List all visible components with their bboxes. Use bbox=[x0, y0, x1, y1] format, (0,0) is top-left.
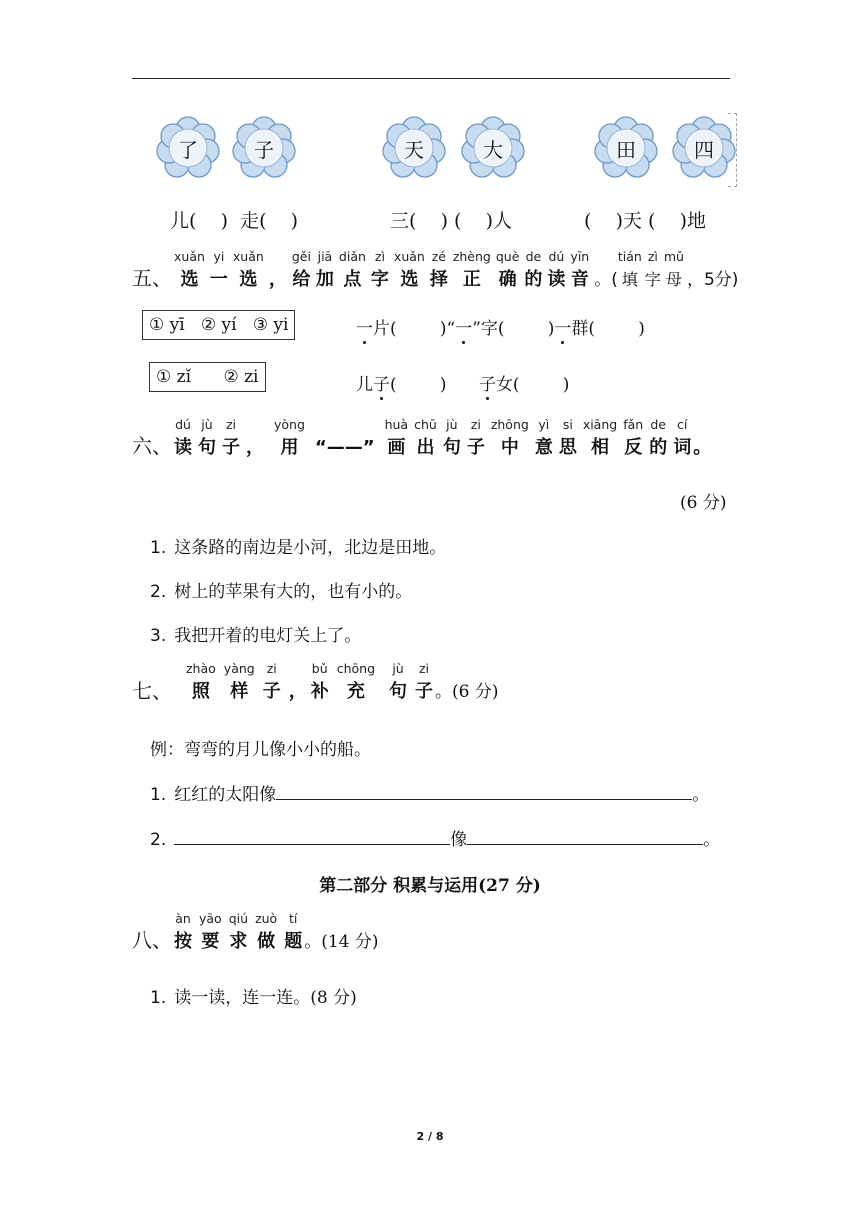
hanzi-text: 相 bbox=[591, 437, 609, 458]
pinyin-text: yāo bbox=[199, 911, 222, 926]
pinyin-char-cell bbox=[315, 416, 375, 460]
pinyin-options-box-1: ① yī ② yí ③ yi bbox=[142, 310, 295, 340]
pinyin-char-cell bbox=[443, 416, 461, 460]
flower-char: 四 bbox=[694, 138, 714, 162]
pinyin-char-cell bbox=[269, 248, 287, 292]
section-7-heading: 七、 zhào 照 yàng 样 zi 子 ， bǔ 补 chōng 充 jù 句 zi 子 。(6 分) bbox=[132, 661, 499, 703]
hanzi-text: 用 bbox=[280, 437, 299, 458]
pinyin-char-cell bbox=[453, 248, 491, 292]
pinyin-char-cell bbox=[389, 660, 407, 704]
pinyin-text bbox=[289, 660, 307, 680]
hanzi-text: 中 bbox=[500, 437, 519, 458]
hanzi-text: 做 bbox=[257, 931, 276, 952]
pinyin-text bbox=[269, 248, 287, 268]
pinyin-char-cell bbox=[274, 416, 305, 460]
text-fragment: 。 bbox=[703, 830, 721, 850]
pinyin-char-cell bbox=[316, 248, 334, 292]
pinyin-char-cell bbox=[467, 416, 485, 460]
pinyin-text: zé bbox=[431, 249, 446, 264]
fill-blank-group-1: 儿( ) 走( ) bbox=[170, 210, 299, 232]
hanzi-text: 子 bbox=[415, 681, 434, 702]
pinyin-text: xiāng bbox=[582, 417, 618, 432]
hanzi-text: 题 bbox=[284, 931, 303, 952]
text-fragment: 2. bbox=[150, 582, 167, 602]
hanzi-text: 选 bbox=[180, 269, 199, 290]
hanzi-text: 要 bbox=[201, 931, 220, 952]
text-fragment: 一 bbox=[554, 319, 572, 339]
pinyin-char-cell bbox=[224, 660, 255, 704]
flower-badge bbox=[594, 116, 658, 180]
pinyin-char-cell bbox=[414, 416, 437, 460]
hanzi-text: 正 bbox=[462, 269, 481, 290]
text-fragment: 一 bbox=[356, 319, 373, 339]
pinyin-text: xuǎn bbox=[393, 249, 425, 264]
hanzi-text: 给 bbox=[292, 269, 311, 290]
hanzi-text: 子 bbox=[222, 437, 240, 458]
pinyin-char-cell bbox=[559, 416, 577, 460]
pinyin-char-cell bbox=[174, 416, 192, 460]
pinyin-text: què bbox=[495, 249, 520, 264]
list-item bbox=[150, 621, 361, 646]
hanzi-text: 词 bbox=[673, 437, 692, 458]
pinyin-options-box-2: ① zǐ ② zi bbox=[149, 362, 266, 392]
list-item bbox=[150, 577, 412, 602]
page-number: 2 / 8 bbox=[416, 1130, 444, 1143]
pinyin-text: tí bbox=[289, 911, 298, 926]
flower-char: 了 bbox=[178, 138, 198, 162]
text-fragment: 片( ) bbox=[373, 319, 447, 339]
pinyin-text: chōng bbox=[336, 661, 376, 676]
text-fragment bbox=[447, 375, 479, 395]
pinyin-text: yì bbox=[538, 417, 550, 432]
pinyin-text: zhào bbox=[186, 661, 216, 676]
pinyin-char-cell bbox=[496, 248, 520, 292]
hanzi-text: 音 bbox=[570, 269, 589, 290]
pinyin-text: zhōng bbox=[490, 417, 529, 432]
text-fragment: 树上的苹果有大的，也有小的。 bbox=[174, 582, 413, 602]
pinyin-char-cell bbox=[229, 910, 248, 954]
pinyin-text: zi bbox=[266, 661, 277, 676]
pinyin-char-cell bbox=[385, 416, 409, 460]
pinyin-text: tián bbox=[617, 249, 642, 264]
pinyin-char-cell bbox=[255, 910, 277, 954]
pinyin-text: si bbox=[562, 417, 573, 432]
pinyin-char-cell bbox=[311, 660, 329, 704]
dashed-frame bbox=[728, 113, 737, 187]
fill-blank-group-3: ( )天 ( )地 bbox=[584, 210, 707, 232]
hanzi-text: “——” bbox=[314, 437, 375, 458]
pinyin-text: de bbox=[525, 249, 542, 264]
flower-badge bbox=[156, 116, 220, 180]
pinyin-char-cell bbox=[583, 416, 617, 460]
list-item bbox=[150, 533, 446, 558]
text-fragment: 群( ) bbox=[571, 319, 645, 339]
text-fragment: 3. bbox=[150, 626, 167, 646]
hanzi-text: 照 bbox=[191, 681, 210, 702]
hanzi-text: 反 bbox=[624, 437, 643, 458]
hanzi-text: 充 bbox=[346, 681, 365, 702]
pinyin-text: zuò bbox=[255, 911, 278, 926]
hanzi-text: 画 bbox=[387, 437, 406, 458]
hanzi-text: 一 bbox=[209, 269, 228, 290]
answer-blank[interactable] bbox=[276, 781, 692, 800]
list-item bbox=[150, 825, 720, 850]
pinyin-char-cell bbox=[394, 248, 425, 292]
pinyin-char-cell bbox=[233, 248, 264, 292]
hanzi-text: 读 bbox=[547, 269, 566, 290]
pinyin-text: zhèng bbox=[452, 249, 491, 264]
hanzi-text: 句 bbox=[442, 437, 461, 458]
pinyin-text: cí bbox=[677, 417, 688, 432]
pinyin-char-cell bbox=[174, 248, 205, 292]
hanzi-text: 出 bbox=[416, 437, 435, 458]
text-fragment: 红红的太阳像 bbox=[174, 785, 277, 805]
text-fragment: ”字( ) bbox=[472, 319, 555, 339]
pinyin-text: yàng bbox=[223, 661, 255, 676]
pinyin-text: gěi bbox=[291, 249, 311, 264]
pinyin-text: dú bbox=[175, 417, 191, 432]
pinyin-char-cell bbox=[199, 910, 222, 954]
pinyin-char-cell bbox=[210, 248, 228, 292]
hanzi-text: 子 bbox=[466, 437, 485, 458]
pinyin-char-cell bbox=[415, 660, 433, 704]
text-fragment: 1. bbox=[150, 785, 167, 805]
section-number: 八、 bbox=[132, 928, 172, 952]
hanzi-text: 求 bbox=[229, 931, 248, 952]
text-fragment: 子 bbox=[373, 375, 390, 395]
hanzi-text: 的 bbox=[524, 269, 543, 290]
pinyin-char-cell bbox=[535, 416, 553, 460]
question-5-2 bbox=[356, 370, 569, 395]
pinyin-char-cell bbox=[263, 660, 281, 704]
pinyin-char-cell bbox=[292, 248, 311, 292]
pinyin-text: qiú bbox=[228, 911, 249, 926]
pinyin-text: àn bbox=[175, 911, 191, 926]
text-fragment: “ bbox=[446, 319, 456, 339]
fill-blank-group-2: 三( ) ( )人 bbox=[390, 210, 513, 232]
pinyin-text: jù bbox=[201, 417, 213, 432]
section-number: 六、 bbox=[132, 434, 172, 458]
flower-char: 子 bbox=[254, 138, 274, 162]
hanzi-text: 句 bbox=[389, 681, 408, 702]
text-fragment: 这条路的南边是小河，北边是田地。 bbox=[174, 538, 447, 558]
pinyin-text: yòng bbox=[274, 417, 305, 432]
pinyin-text: jù bbox=[446, 417, 458, 432]
pinyin-text bbox=[315, 416, 375, 436]
hanzi-text: 补 bbox=[310, 681, 329, 702]
pinyin-char-cell bbox=[337, 660, 375, 704]
part-2-title: 第二部分 积累与运用(27 分) bbox=[319, 876, 541, 896]
hanzi-text: 母 bbox=[665, 270, 682, 289]
hanzi-text: 。 bbox=[693, 437, 712, 458]
section-6-score: (6 分) bbox=[680, 493, 727, 513]
pinyin-text: bǔ bbox=[311, 661, 328, 676]
pinyin-text: zi bbox=[419, 661, 430, 676]
pinyin-char-cell bbox=[430, 248, 448, 292]
flower-badge bbox=[672, 116, 736, 180]
answer-blank[interactable] bbox=[467, 826, 703, 845]
pinyin-char-cell bbox=[649, 416, 667, 460]
flower-char: 天 bbox=[404, 138, 424, 162]
text-fragment: 2. bbox=[150, 830, 167, 850]
pinyin-char-cell bbox=[186, 660, 216, 704]
hanzi-text: ， bbox=[246, 437, 264, 458]
top-rule bbox=[132, 78, 730, 79]
hanzi-text: 的 bbox=[649, 437, 668, 458]
list-item bbox=[150, 983, 357, 1008]
pinyin-text: mǔ bbox=[663, 249, 684, 264]
hanzi-text: 点 bbox=[343, 269, 362, 290]
flower-char: 大 bbox=[483, 138, 503, 162]
pinyin-char-cell bbox=[284, 910, 302, 954]
pinyin-text: huà bbox=[384, 417, 409, 432]
hanzi-text: 选 bbox=[239, 269, 258, 290]
text-fragment: 我把开着的电灯关上了。 bbox=[174, 626, 362, 646]
hanzi-text: 字 bbox=[644, 270, 661, 289]
pinyin-text bbox=[246, 416, 264, 436]
text-fragment: 女( ) bbox=[495, 375, 570, 395]
hanzi-text: 填 bbox=[621, 270, 638, 289]
hanzi-text: 句 bbox=[198, 437, 216, 458]
text-fragment: 读一读，连一连。(8 分) bbox=[174, 988, 357, 1008]
pinyin-text: jiā bbox=[317, 249, 333, 264]
section-5-heading: 五、 xuǎn 选 yi 一 xuǎn 选 ， gěi 给 jiā 加 diǎn 点 zì 字 xuǎn 选 zé 择 zhèng 正 què 确 de 的 dú 读 yīn 音 。( tián 填 zì 字 mǔ 母 ，5分) bbox=[132, 249, 739, 290]
pinyin-char-cell bbox=[570, 248, 589, 292]
hanzi-text: 加 bbox=[315, 269, 334, 290]
pinyin-char-cell bbox=[222, 416, 240, 460]
pinyin-text: dú bbox=[548, 249, 565, 264]
pinyin-text: chū bbox=[414, 417, 437, 432]
pinyin-text: zì bbox=[374, 249, 385, 264]
text-fragment: 1. bbox=[150, 988, 167, 1008]
pinyin-text: fǎn bbox=[623, 417, 644, 432]
pinyin-char-cell bbox=[174, 910, 192, 954]
answer-blank[interactable] bbox=[174, 826, 450, 845]
hanzi-text: ， bbox=[268, 269, 287, 290]
hanzi-text: 读 bbox=[174, 437, 192, 458]
pinyin-char-cell bbox=[524, 248, 542, 292]
pinyin-text: de bbox=[650, 417, 666, 432]
text-fragment: 子 bbox=[478, 375, 496, 395]
pinyin-text bbox=[693, 416, 711, 436]
question-5-1 bbox=[356, 314, 645, 339]
pinyin-char-cell bbox=[693, 416, 711, 460]
hanzi-text: 择 bbox=[429, 269, 448, 290]
hanzi-text: 意 bbox=[534, 437, 553, 458]
text-fragment: 像 bbox=[450, 830, 468, 850]
pinyin-text: xuǎn bbox=[232, 249, 264, 264]
pinyin-text: zì bbox=[647, 249, 658, 264]
pinyin-char-cell bbox=[246, 416, 264, 460]
example-sentence: 例：弯弯的月儿像小小的船。 bbox=[150, 740, 371, 760]
section-number: 七、 bbox=[132, 679, 172, 703]
hanzi-text: 按 bbox=[174, 931, 192, 952]
section-6-heading bbox=[132, 416, 711, 460]
pinyin-text: zi bbox=[470, 417, 481, 432]
text-fragment: ( ) bbox=[390, 375, 447, 395]
pinyin-char-cell bbox=[547, 248, 565, 292]
flower-badge bbox=[382, 116, 446, 180]
pinyin-text: yi bbox=[213, 249, 225, 264]
pinyin-char-cell bbox=[645, 248, 661, 292]
pinyin-text: jù bbox=[392, 661, 404, 676]
hanzi-text: 思 bbox=[558, 437, 577, 458]
pinyin-char-cell bbox=[198, 416, 216, 460]
hanzi-text: 样 bbox=[230, 681, 249, 702]
flower-char: 田 bbox=[616, 138, 636, 162]
pinyin-char-cell bbox=[371, 248, 389, 292]
section-number: 五、 bbox=[132, 266, 172, 290]
text-fragment: 一 bbox=[455, 319, 473, 339]
flower-badge bbox=[232, 116, 296, 180]
text-fragment: 1. bbox=[150, 538, 167, 558]
pinyin-char-cell bbox=[339, 248, 366, 292]
pinyin-char-cell bbox=[618, 248, 642, 292]
pinyin-text: xuǎn bbox=[174, 249, 205, 264]
pinyin-char-cell bbox=[491, 416, 529, 460]
flower-badge bbox=[461, 116, 525, 180]
pinyin-text: zi bbox=[225, 417, 237, 432]
text-fragment: 儿 bbox=[356, 375, 373, 395]
hanzi-text: 确 bbox=[498, 269, 517, 290]
hanzi-text: 选 bbox=[400, 269, 419, 290]
text-fragment: 。 bbox=[692, 785, 710, 805]
section-8-heading: 八、 àn 按 yāo 要 qiú 求 zuò 做 tí 题 。(14 分) bbox=[132, 911, 379, 952]
list-item bbox=[150, 780, 709, 805]
pinyin-char-cell bbox=[664, 248, 684, 292]
pinyin-text: yīn bbox=[570, 249, 590, 264]
pinyin-char-cell bbox=[673, 416, 691, 460]
pinyin-char-cell bbox=[289, 660, 307, 704]
pinyin-char-cell bbox=[623, 416, 643, 460]
hanzi-text: 字 bbox=[370, 269, 389, 290]
hanzi-text: ， bbox=[288, 681, 307, 702]
hanzi-text: 子 bbox=[262, 681, 281, 702]
pinyin-text: diǎn bbox=[338, 249, 366, 264]
